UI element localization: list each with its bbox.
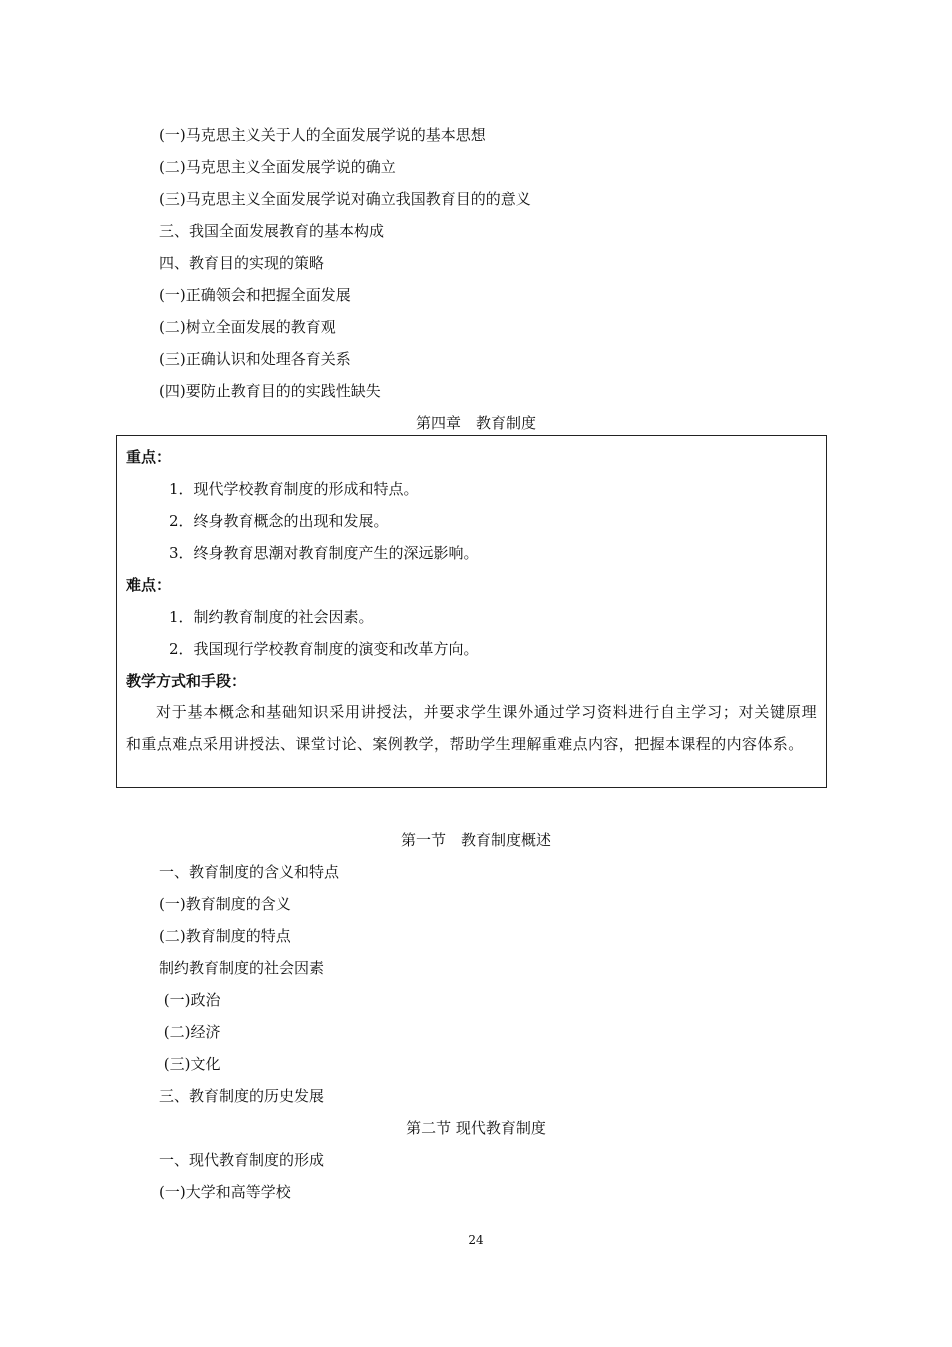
outline-item: (一)正确领会和把握全面发展 [159, 286, 351, 304]
outline-item: (二)马克思主义全面发展学说的确立 [159, 158, 396, 176]
key-point-item: 1．现代学校教育制度的形成和特点。 [169, 480, 419, 498]
page-number: 24 [468, 1233, 484, 1247]
outline-item: (一)教育制度的含义 [159, 895, 291, 913]
outline-item: (一)政治 [159, 991, 221, 1009]
outline-item: 三、我国全面发展教育的基本构成 [159, 222, 385, 240]
outline-item: (二)经济 [159, 1023, 221, 1041]
outline-item: (三)文化 [159, 1055, 221, 1073]
methods-heading: 教学方式和手段： [126, 672, 247, 690]
methods-paragraph: 对于基本概念和基础知识采用讲授法，并要求学生课外通过学习资料进行自主学习；对关键原理和重点难点采用讲授法、课堂讨论、案例教学，帮助学生理解重难点内容，把握本课程的内容体系。 [126, 703, 817, 753]
section-title: 第二节 现代教育制度 [406, 1119, 546, 1137]
difficulties-heading: 难点： [126, 576, 172, 594]
outline-item: 一、教育制度的含义和特点 [159, 863, 340, 881]
outline-item: (三)正确认识和处理各育关系 [159, 350, 351, 368]
outline-item: 三、教育制度的历史发展 [159, 1087, 325, 1105]
key-points-heading: 重点： [126, 448, 172, 466]
outline-item: (一)马克思主义关于人的全面发展学说的基本思想 [159, 126, 486, 144]
outline-item: 一、现代教育制度的形成 [159, 1151, 325, 1169]
difficulty-item: 1．制约教育制度的社会因素。 [169, 608, 374, 626]
outline-item: (二)树立全面发展的教育观 [159, 318, 336, 336]
difficulty-item: 2．我国现行学校教育制度的演变和改革方向。 [169, 640, 479, 658]
chapter-summary-box [116, 435, 827, 788]
chapter-title: 第四章 教育制度 [415, 414, 536, 432]
outline-item: (二)教育制度的特点 [159, 927, 291, 945]
outline-item: (一)大学和高等学校 [159, 1183, 291, 1201]
section-title: 第一节 教育制度概述 [400, 831, 551, 849]
outline-item: (四)要防止教育目的的实践性缺失 [159, 382, 381, 400]
outline-item: (三)马克思主义全面发展学说对确立我国教育目的的意义 [159, 190, 531, 208]
outline-item: 四、教育目的实现的策略 [159, 254, 325, 272]
outline-item: 制约教育制度的社会因素 [159, 959, 325, 977]
key-point-item: 2．终身教育概念的出现和发展。 [169, 512, 389, 530]
key-point-item: 3．终身教育思潮对教育制度产生的深远影响。 [169, 544, 479, 562]
